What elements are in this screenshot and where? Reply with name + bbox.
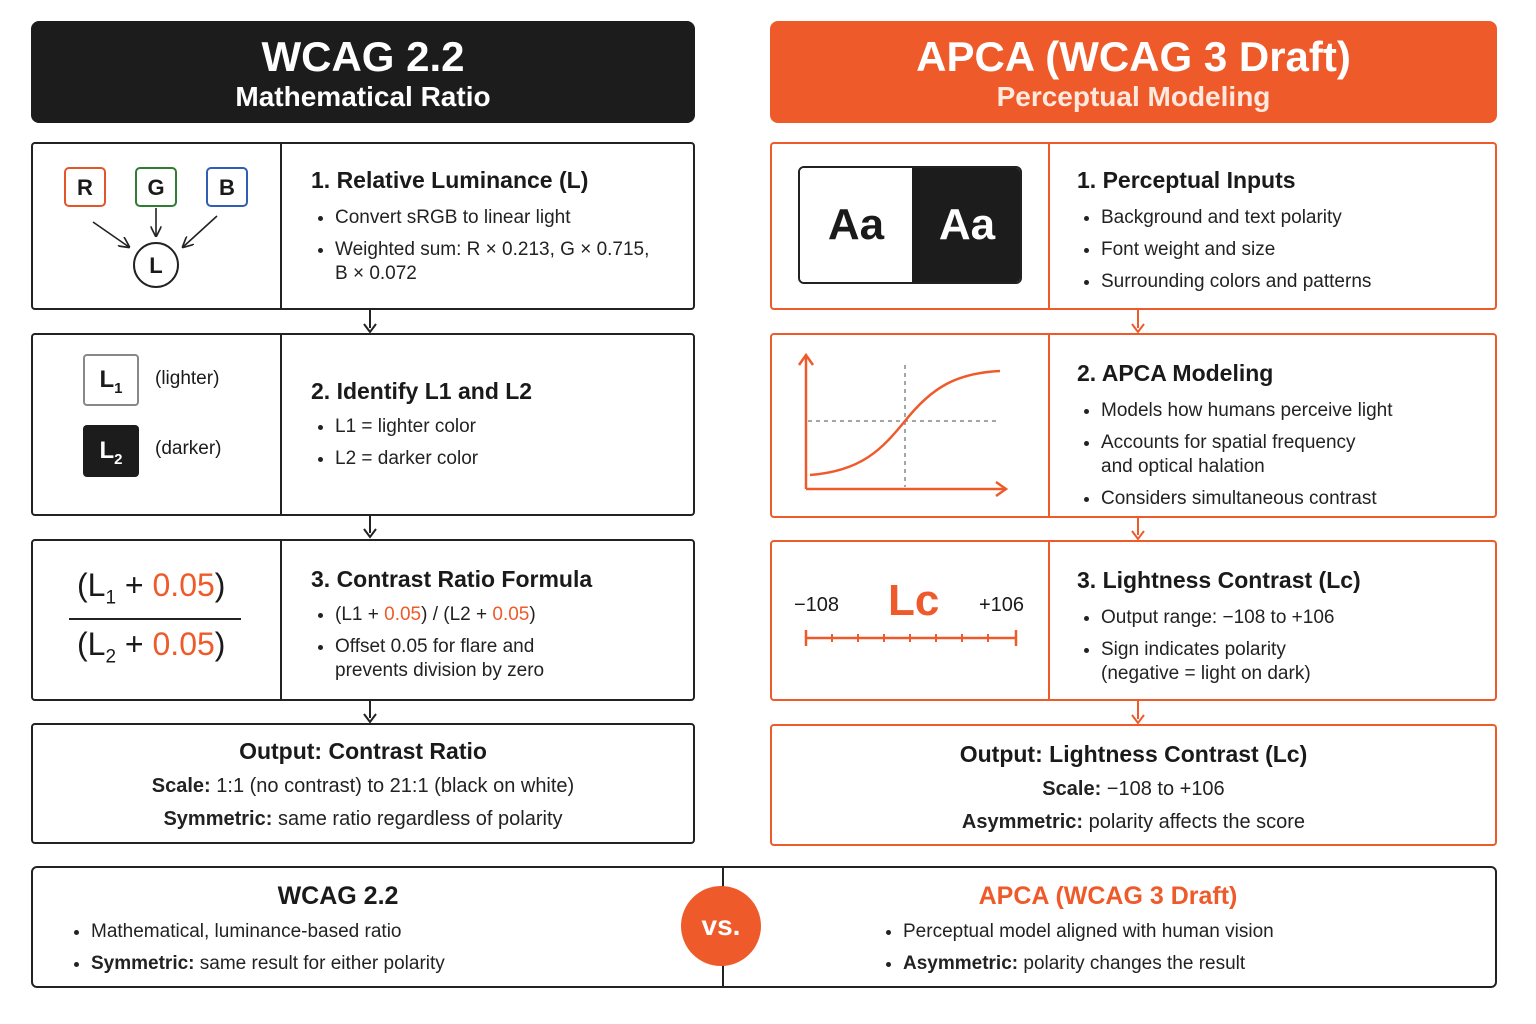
- wcag-step-2-bullets: [313, 415, 685, 479]
- l2-letter: L: [99, 437, 115, 464]
- polarity-sample: [798, 166, 1022, 284]
- list-item: • Output range: −108 to +106: [1101, 606, 1401, 630]
- apca-output-title: Output: Lightness Contrast (Lc): [959, 741, 1308, 767]
- l1-label: (lighter): [155, 368, 220, 389]
- lc-scale-label: Lc: [888, 576, 940, 625]
- formula-fraction-bar: [69, 618, 241, 620]
- list-item: • Asymmetric: polarity changes the result: [903, 952, 1463, 976]
- list-item: • Background and text polarity: [1101, 206, 1501, 230]
- l1-letter: L: [99, 366, 115, 393]
- apca-output: [770, 724, 1497, 846]
- list-item: • L1 = lighter color: [335, 415, 685, 439]
- list-item: • Considers simultaneous contrast: [1101, 487, 1431, 511]
- list-item: • (L1 + 0.05) / (L2 + 0.05): [335, 603, 695, 627]
- lc-scale-max: +106: [979, 594, 1025, 616]
- comparison-apca-bullets: [881, 920, 1463, 984]
- connector-arrow-3: [362, 700, 378, 724]
- wcag-output-symmetric: Symmetric: same ratio regardless of polarity: [163, 808, 563, 830]
- perception-curve-icon: [792, 349, 1022, 504]
- l2-swatch: [83, 425, 139, 477]
- comparison-wcag-title: WCAG 2.2: [277, 882, 399, 910]
- l1-subscript: 1: [114, 379, 123, 397]
- comparison-panel: [31, 866, 1497, 988]
- list-item: • Font weight and size: [1101, 238, 1501, 262]
- list-item: • Convert sRGB to linear light: [335, 206, 685, 230]
- sample-dark-on-light: Aa: [800, 168, 912, 282]
- apca-output-scale: Scale: −108 to +106: [1042, 778, 1225, 800]
- apca-output-asymmetric: Asymmetric: polarity affects the score: [961, 811, 1306, 833]
- l-letter: L: [149, 253, 163, 278]
- list-item: • Perceptual model aligned with human vision: [903, 920, 1463, 944]
- apca-step-2: [770, 333, 1497, 518]
- connector-arrow-6: [1130, 701, 1146, 725]
- apca-step-2-title: 2. APCA Modeling: [1077, 360, 1274, 386]
- formula-numerator: $(L_1 + 0.05)$: [77, 567, 226, 609]
- wcag-step-3: [31, 539, 695, 701]
- list-item: • Models how humans perceive light: [1101, 399, 1431, 423]
- list-item: • Offset 0.05 for flare and prevents division by zero: [335, 635, 575, 683]
- wcag-step-2: [31, 333, 695, 516]
- arrow-b: [183, 216, 217, 247]
- list-item: • Sign indicates polarity (negative = light on dark): [1101, 638, 1341, 686]
- connector-arrow-5: [1130, 517, 1146, 541]
- g-letter: G: [147, 175, 165, 200]
- list-item: • Accounts for spatial frequency and optical halation: [1101, 431, 1361, 479]
- comparison-wcag-bullets: [69, 920, 691, 984]
- list-item: • Surrounding colors and patterns: [1101, 270, 1501, 294]
- arrow-r: [93, 222, 129, 247]
- apca-step-1: [770, 142, 1497, 310]
- apca-step-3-title: 3. Lightness Contrast (Lc): [1077, 567, 1361, 593]
- l2-label: (darker): [155, 438, 222, 459]
- wcag-step-1-title: 1. Relative Luminance (L): [311, 167, 589, 193]
- apca-header-subtitle: Perceptual Modeling: [996, 81, 1271, 112]
- wcag-header-title: WCAG 2.2: [261, 33, 465, 80]
- l2-subscript: 2: [114, 450, 123, 468]
- b-letter: B: [219, 175, 235, 200]
- apca-step-3: [770, 540, 1497, 701]
- wcag-step-2-title: 2. Identify L1 and L2: [311, 378, 533, 404]
- apca-header: [770, 21, 1497, 123]
- wcag-step-1: [31, 142, 695, 310]
- wcag-header-subtitle: Mathematical Ratio: [235, 81, 491, 112]
- sample-light-on-dark: Aa: [912, 168, 1022, 282]
- wcag-header: [31, 21, 695, 123]
- wcag-step-3-bullets: [313, 603, 695, 691]
- apca-step-3-bullets: [1079, 606, 1401, 694]
- list-item: • L2 = darker color: [335, 447, 685, 471]
- rgb-to-luminance-icon: [33, 144, 280, 308]
- wcag-step-1-bullets: [313, 206, 685, 294]
- apca-step-2-bullets: [1079, 399, 1401, 519]
- list-item: • Mathematical, luminance-based ratio: [91, 920, 691, 944]
- r-letter: R: [77, 175, 93, 200]
- formula-denominator: $(L_2 + 0.05)$: [77, 626, 226, 668]
- list-item: • Symmetric: same result for either polarity: [91, 952, 691, 976]
- wcag-output-scale: Scale: 1:1 (no contrast) to 21:1 (black on white): [151, 775, 575, 797]
- connector-arrow-2: [362, 515, 378, 539]
- wcag-output-title: Output: Contrast Ratio: [239, 738, 487, 764]
- vs-badge: vs.: [681, 886, 761, 966]
- list-item: • Weighted sum: R × 0.213, G × 0.715, B × 0.072: [335, 238, 655, 286]
- lc-scale-bar: [802, 626, 1020, 650]
- connector-arrow-1: [362, 310, 378, 334]
- lc-scale-min: −108: [794, 594, 840, 616]
- apca-step-1-title: 1. Perceptual Inputs: [1077, 167, 1296, 193]
- wcag-step-3-title: 3. Contrast Ratio Formula: [311, 566, 593, 592]
- comparison-apca-title: APCA (WCAG 3 Draft): [978, 882, 1238, 910]
- connector-arrow-4: [1130, 310, 1146, 334]
- wcag-output: [31, 723, 695, 844]
- apca-header-title: APCA (WCAG 3 Draft): [916, 33, 1351, 80]
- l1-swatch: [83, 354, 139, 406]
- apca-step-1-bullets: [1079, 206, 1501, 302]
